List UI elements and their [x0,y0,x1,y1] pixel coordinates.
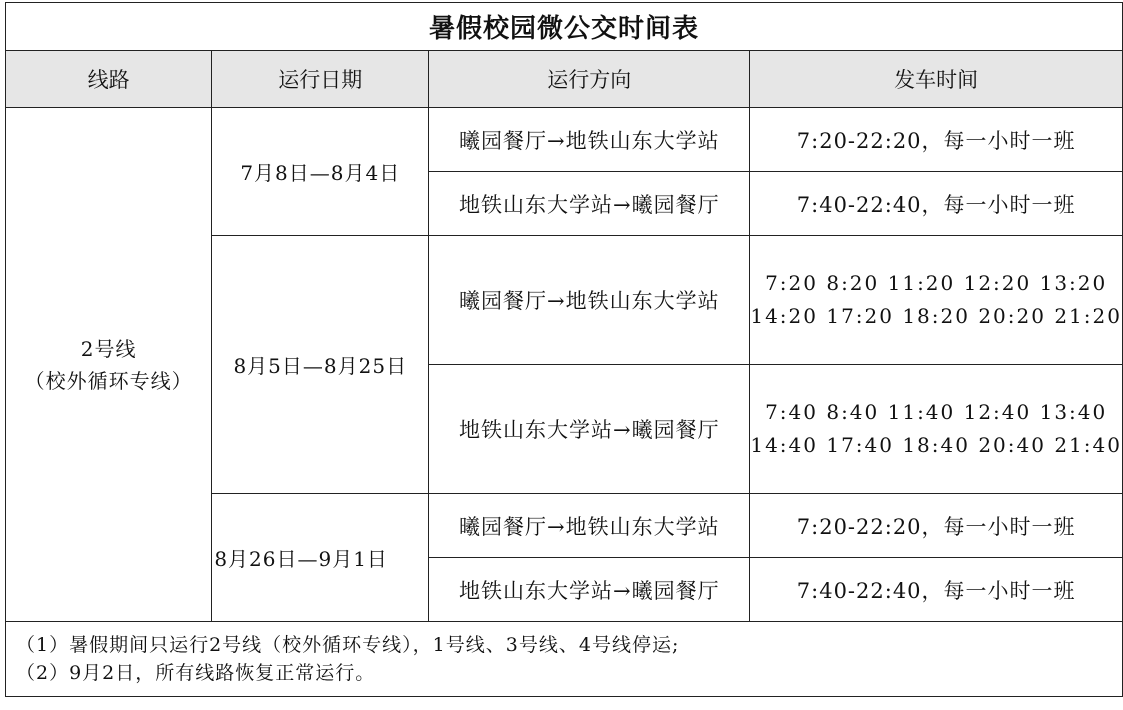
direction-cell: 曦园餐厅→地铁山东大学站 [429,108,750,172]
header-line: 线路 [6,51,212,108]
direction-cell: 曦园餐厅→地铁山东大学站 [429,236,750,365]
direction-cell: 地铁山东大学站→曦园餐厅 [429,172,750,236]
time-cell [750,236,1123,365]
direction-cell: 地铁山东大学站→曦园餐厅 [429,558,750,622]
time-cell: 7:40-22:40，每一小时一班 [750,558,1123,622]
time-line: 14:20 17:20 18:20 20:20 21:20 [750,304,1122,328]
note-item: （1）暑假期间只运行2号线（校外循环专线），1号线、3号线、4号线停运; [16,634,680,656]
direction-cell: 地铁山东大学站→曦园餐厅 [429,365,750,494]
direction-cell: 曦园餐厅→地铁山东大学站 [429,494,750,558]
table-title: 暑假校园微公交时间表 [6,3,1123,51]
line-cell [6,108,212,622]
period-date: 7月8日—8月4日 [212,108,429,236]
time-cell: 7:20-22:20，每一小时一班 [750,108,1123,172]
time-line: 7:40 8:40 11:40 12:40 13:40 [765,400,1108,424]
time-cell: 7:20-22:20，每一小时一班 [750,494,1123,558]
header-direction: 运行方向 [429,51,750,108]
time-line: 14:40 17:40 18:40 20:40 21:40 [750,433,1122,457]
time-cell: 7:40-22:40，每一小时一班 [750,172,1123,236]
note-item: （2）9月2日，所有线路恢复正常运行。 [16,662,376,684]
period-date: 8月5日—8月25日 [212,236,429,494]
line-desc: （校外循环专线） [24,368,193,393]
line-name: 2号线 [80,336,137,361]
period-date: 8月26日—9月1日 [212,494,429,622]
header-date: 运行日期 [212,51,429,108]
notes-cell [6,622,1123,697]
timetable [5,2,1123,697]
time-cell [750,365,1123,494]
header-time: 发车时间 [750,51,1123,108]
time-line: 7:20 8:20 11:20 12:20 13:20 [765,271,1108,295]
